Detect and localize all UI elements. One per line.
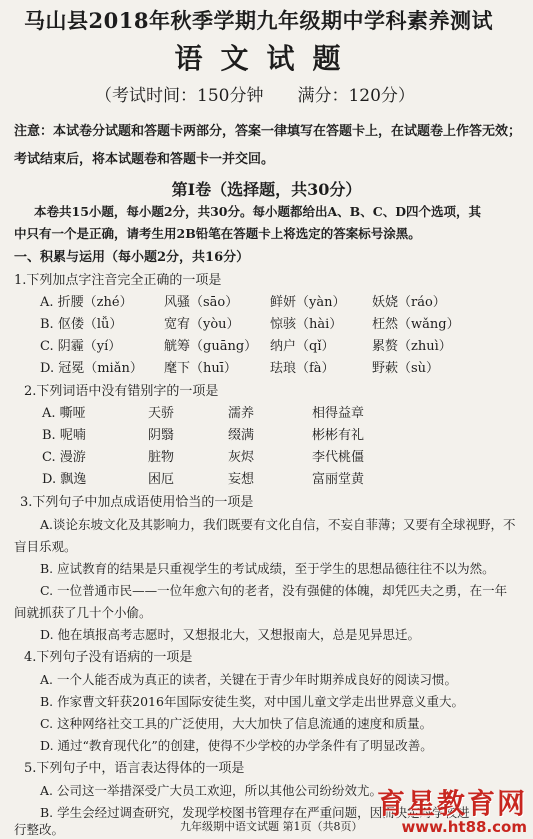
q1-option-a-1: A. 折腰（zhé） <box>40 295 133 310</box>
q3-option-c-line-2: 间就抓获了几十个小偷。 <box>14 605 152 620</box>
q1-option-b-4: 枉然（wǎng） <box>372 317 460 332</box>
watermark-url: www.ht88.com <box>401 818 527 836</box>
part-intro-1: 本卷共15小题，每小题2分，共30分。每小题都给出A、B、C、D四个选项，其 <box>34 204 482 219</box>
q1-option-b-3: 惊骇（hài） <box>270 317 343 332</box>
section-heading: 一、积累与运用（每小题2分，共16分） <box>14 250 250 265</box>
full-score: 满分：120分） <box>297 86 415 106</box>
notice-line-1: 注意：本试卷分试题和答题卡两部分，答案一律填写在答题卡上，在试题卷上作答无效； <box>14 124 522 139</box>
q1-option-a-3: 鲜妍（yàn） <box>270 295 346 310</box>
q2-option-b-1: B. 呢喃 <box>42 428 86 443</box>
notice-line-2: 考试结束后，将本试题卷和答题卡一并交回。 <box>14 152 275 167</box>
q5-option-a: A. 公司这一举措深受广大员工欢迎，所以其他公司纷纷效尤。 <box>40 783 382 798</box>
exam-time: （考试时间：150分钟 <box>95 86 264 106</box>
q1-option-b-2: 宽宥（yòu） <box>164 317 240 332</box>
q3-option-a-line-1: A.谈论东坡文化及其影响力，我们既要有文化自信，不妄自菲薄；又要有全球视野，不 <box>40 517 516 532</box>
q1-option-c-1: C. 阴霾（yí） <box>40 339 122 354</box>
question-4-stem: 4.下列句子没有语病的一项是 <box>24 650 193 665</box>
exam-time-and-score <box>95 85 415 107</box>
exam-title: 马山县2018年秋季学期九年级期中学科素养测试 <box>24 8 493 33</box>
page-footer: 九年级期中语文试题 第1页（共8页） <box>180 820 363 833</box>
q1-option-d-2: 麾下（huī） <box>164 361 237 376</box>
q5-option-b-line-2: 行整改。 <box>14 822 65 837</box>
q1-option-d-3: 珐琅（fà） <box>270 361 335 376</box>
question-2-stem: 2.下列词语中没有错别字的一项是 <box>24 384 219 399</box>
q4-option-b: B. 作家曹文轩获2016年国际安徒生奖，对中国儿童文学走出世界意义重大。 <box>40 694 464 709</box>
q2-option-c-2: 脏物 <box>148 450 175 465</box>
q2-option-d-4: 富丽堂黄 <box>312 472 365 487</box>
q1-option-c-4: 累赘（zhuì） <box>372 339 452 354</box>
part-title: 第Ⅰ卷（选择题，共30分） <box>171 180 362 199</box>
q1-option-c-3: 纳户（qǐ） <box>270 339 335 354</box>
q1-option-d-4: 野蔌（sù） <box>372 361 440 376</box>
q1-option-d-1: D. 冠冕（miǎn） <box>40 361 143 376</box>
q1-option-a-4: 妖娆（ráo） <box>372 295 446 310</box>
q2-option-a-1: A. 嘶哑 <box>42 406 86 421</box>
q2-option-b-2: 阴翳 <box>148 428 175 443</box>
subject-title: 语文试题 <box>174 42 359 75</box>
q4-option-c: C. 这种网络社交工具的广泛使用，大大加快了信息流通的速度和质量。 <box>40 716 433 731</box>
q4-option-a: A. 一个人能否成为真正的读者，关键在于青少年时期养成良好的阅读习惯。 <box>40 672 457 687</box>
q3-option-c-line-1: C. 一位普通市民——一位年愈六旬的老者，没有强健的体魄，却凭匹夫之勇，在一年 <box>40 583 508 598</box>
q2-option-a-3: 濡养 <box>228 406 255 421</box>
q3-option-b: B. 应试教育的结果是只重视学生的考试成绩，至于学生的思想品德往往不以为然。 <box>40 561 495 576</box>
part-intro-2: 中只有一个是正确，请考生用2B铅笔在答题卡上将选定的答案标号涂黑。 <box>14 226 421 241</box>
site-watermark <box>377 789 527 835</box>
q2-option-d-2: 困厄 <box>148 472 175 487</box>
watermark-brand: 育星教育网 <box>376 787 527 820</box>
q2-option-b-3: 缀满 <box>228 428 255 443</box>
q1-option-b-1: B. 伛偻（lǚ） <box>40 317 123 332</box>
q2-option-d-1: D. 飘逸 <box>42 472 87 487</box>
q2-option-a-2: 天骄 <box>148 406 175 421</box>
q2-option-a-4: 相得益章 <box>312 406 365 421</box>
q1-option-c-2: 觥筹（guāng） <box>164 339 258 354</box>
q2-option-c-1: C. 漫游 <box>42 450 86 465</box>
question-5-stem: 5.下列句子中，语言表达得体的一项是 <box>24 761 245 776</box>
q2-option-c-3: 灰烬 <box>228 450 255 465</box>
q3-option-d: D. 他在填报高考志愿时，又想报北大，又想报南大，总是见异思迁。 <box>40 627 421 642</box>
question-1-stem: 1.下列加点字注音完全正确的一项是 <box>14 273 222 288</box>
q4-option-d: D. 通过“教育现代化”的创建，使得不少学校的办学条件有了明显改善。 <box>40 738 433 753</box>
q2-option-b-4: 彬彬有礼 <box>312 428 365 443</box>
question-3-stem: 3.下列句子中加点成语使用恰当的一项是 <box>20 495 254 510</box>
q1-option-a-2: 风骚（sāo） <box>164 295 239 310</box>
q2-option-c-4: 李代桃僵 <box>312 450 365 465</box>
q2-option-d-3: 妄想 <box>228 472 255 487</box>
q5-option-b-line-1: B. 学生会经过调查研究，发现学校图书管理存在严重问题，因而决定对学校进 <box>40 805 470 820</box>
q3-option-a-line-2: 盲目乐观。 <box>14 539 77 554</box>
